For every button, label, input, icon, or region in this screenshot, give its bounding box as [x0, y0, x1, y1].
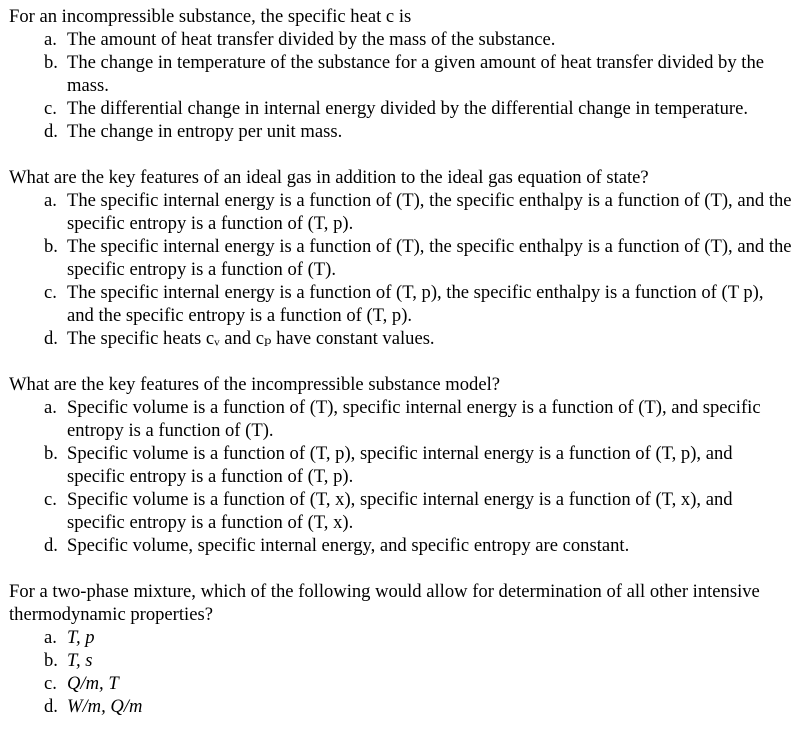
option-letter: c.	[44, 282, 57, 303]
option-text: Q/m, T	[67, 673, 119, 694]
option-letter: d.	[44, 535, 58, 556]
answer-option-c	[9, 672, 794, 695]
option-letter: b.	[44, 52, 58, 73]
option-letter: a.	[44, 397, 57, 418]
question-2	[9, 166, 794, 350]
answer-option-c	[9, 488, 794, 534]
option-text: The amount of heat transfer divided by the mass of the substance.	[67, 29, 556, 50]
answer-options	[9, 28, 794, 143]
option-text: The specific internal energy is a function of (T, p), the specific enthalpy is a function of (T p), and the specific entropy is a function of (T, p).	[67, 282, 764, 326]
answer-option-d	[9, 695, 794, 718]
option-text: Specific volume is a function of (T), specific internal energy is a function of (T), and specific entropy is a function of (T).	[67, 397, 761, 441]
answer-option-a	[9, 626, 794, 649]
question-4	[9, 580, 794, 718]
answer-option-d	[9, 120, 794, 143]
question-3	[9, 373, 794, 557]
option-text: Specific volume is a function of (T, p), specific internal energy is a function of (T, p), and specific entropy is a function of (T, p).	[67, 443, 733, 487]
answer-option-b	[9, 51, 794, 97]
option-text: Specific volume, specific internal energy, and specific entropy are constant.	[67, 535, 630, 556]
answer-option-c	[9, 281, 794, 327]
question-stem: What are the key features of an ideal gas in addition to the ideal gas equation of state?	[9, 167, 649, 188]
answer-option-d	[9, 327, 794, 350]
answer-options	[9, 396, 794, 557]
option-letter: c.	[44, 489, 57, 510]
option-letter: a.	[44, 190, 57, 211]
option-text: The specific internal energy is a function of (T), the specific enthalpy is a function of (T), and the specific entropy is a function of (T).	[67, 236, 792, 280]
option-letter: c.	[44, 98, 57, 119]
answer-option-a	[9, 396, 794, 442]
option-text: W/m, Q/m	[67, 696, 143, 717]
document	[9, 5, 794, 718]
option-text: The change in entropy per unit mass.	[67, 121, 343, 142]
question-stem: For a two-phase mixture, which of the following would allow for determination of all other intensive thermodynamic properties?	[9, 581, 760, 625]
answer-option-a	[9, 189, 794, 235]
answer-option-d	[9, 534, 794, 557]
question-1	[9, 5, 794, 143]
option-letter: d.	[44, 328, 58, 349]
answer-option-c	[9, 97, 794, 120]
answer-option-b	[9, 649, 794, 672]
option-text: The specific internal energy is a function of (T), the specific enthalpy is a function of (T), and the specific entropy is a function of (T, p).	[67, 190, 792, 234]
option-text: T, s	[67, 650, 93, 671]
option-text: T, p	[67, 627, 95, 648]
option-letter: d.	[44, 121, 58, 142]
option-letter: d.	[44, 696, 58, 717]
answer-options	[9, 189, 794, 350]
answer-options	[9, 626, 794, 718]
option-letter: a.	[44, 627, 57, 648]
option-letter: c.	[44, 673, 57, 694]
question-stem: What are the key features of the incompressible substance model?	[9, 374, 500, 395]
option-text: The specific heats cᵥ and cₚ have constant values.	[67, 328, 435, 349]
option-letter: b.	[44, 443, 58, 464]
answer-option-a	[9, 28, 794, 51]
option-letter: a.	[44, 29, 57, 50]
option-letter: b.	[44, 236, 58, 257]
option-text: The change in temperature of the substance for a given amount of heat transfer divided by the mass.	[67, 52, 765, 96]
answer-option-b	[9, 235, 794, 281]
answer-option-b	[9, 442, 794, 488]
option-text: The differential change in internal energy divided by the differential change in temperature.	[67, 98, 748, 119]
question-stem: For an incompressible substance, the specific heat c is	[9, 6, 412, 27]
option-letter: b.	[44, 650, 58, 671]
option-text: Specific volume is a function of (T, x), specific internal energy is a function of (T, x), and specific entropy is a function of (T, x).	[67, 489, 733, 533]
